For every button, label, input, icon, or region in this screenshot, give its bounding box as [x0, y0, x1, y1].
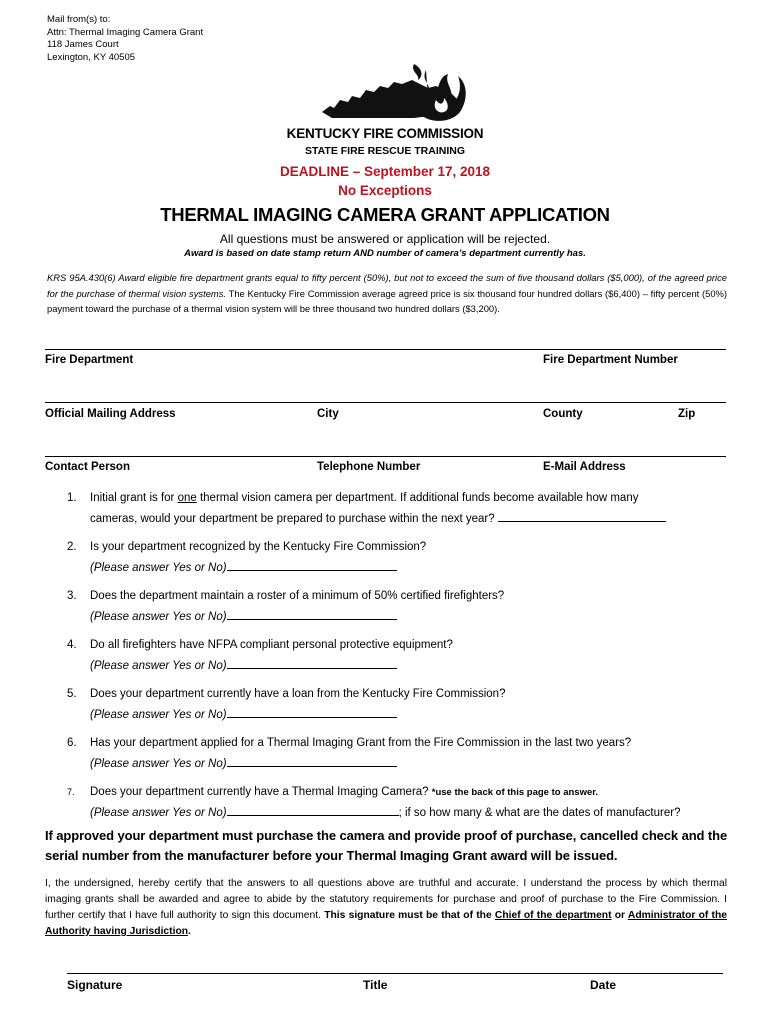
question-3 — [47, 586, 737, 628]
krs-average-price-text: The Kentucky Fire Commission average agreed price is six thousand four hundred dollars ($6,400) – fifty percent (50%) payment toward the purchase of a thermal vision system will be three thousand two hundred dollars ($3,200). — [47, 287, 728, 314]
signature-requirement-text: or — [611, 910, 628, 921]
q3-answer-blank[interactable] — [227, 607, 397, 620]
county-label: County — [543, 408, 583, 420]
question-text: Is your department recognized by the Kentucky Fire Commission? — [90, 541, 427, 553]
email-label: E-Mail Address — [543, 461, 626, 473]
deadline-block — [0, 162, 770, 200]
deadline-exceptions: No Exceptions — [338, 183, 432, 198]
question-text: Do all firefighters have NFPA compliant personal protective equipment? — [90, 639, 453, 651]
mail-line: Lexington, KY 40505 — [47, 51, 136, 63]
contact-person-label: Contact Person — [45, 461, 130, 473]
organization-subtitle: STATE FIRE RESCUE TRAINING — [304, 145, 466, 157]
question-1 — [47, 488, 737, 530]
certification-paragraph — [45, 876, 727, 940]
mail-line: Mail from(s) to: — [47, 14, 111, 25]
contact-field-line[interactable] — [45, 456, 726, 457]
question-number: 5. — [67, 688, 77, 700]
mailing-address-field-line[interactable] — [45, 402, 726, 403]
signature-requirement-text: . — [188, 926, 191, 937]
answer-prompt: (Please answer Yes or No) — [90, 660, 227, 672]
approval-requirements: If approved your department must purchase the camera and provide proof of purchase, cancelled check and the serial number from the manufacturer before your Thermal Imaging Grant award will be issued. — [45, 828, 728, 863]
question-number: 4. — [67, 639, 77, 651]
mail-line: Attn: Thermal Imaging Camera Grant — [47, 26, 204, 38]
q4-answer-blank[interactable] — [227, 656, 397, 669]
question-text: cameras, would your department be prepared to purchase within the next year? — [90, 513, 495, 525]
administrator-text: Administrator of the Authority having Jurisdiction — [45, 910, 727, 937]
question-note: *use the back of this page to answer. — [431, 787, 599, 798]
question-underlined-text: one — [177, 492, 197, 504]
mailing-address-block — [47, 14, 203, 64]
question-text: Initial grant is for — [90, 492, 178, 504]
fire-department-field-line[interactable] — [45, 349, 726, 350]
q1-answer-blank[interactable] — [498, 509, 666, 522]
signature-requirement-text: This signature must be that of the — [324, 910, 495, 921]
q6-answer-blank[interactable] — [227, 754, 397, 767]
q2-answer-blank[interactable] — [227, 558, 397, 571]
question-number: 1. — [67, 492, 77, 504]
krs-statute-text: KRS 95A.430(6) Award eligible fire department grants equal to fifty percent (50%), but not to exceed the sum of five thousand dollars ($5,000), of the agreed price for the purchase of thermal vision systems. — [47, 272, 727, 299]
organization-name: KENTUCKY FIRE COMMISSION — [286, 126, 484, 141]
certification-text: I, the undersigned, hereby certify that the answers to all questions above are truthful and accurate. I understand the process by which thermal imaging grants shall be awarded and agree to abide by the statutory requirements for purchase and proof of purchase to the Fire Commission. I further certify that I have full authority to sign this document. — [45, 878, 727, 921]
mailing-address-label: Official Mailing Address — [45, 408, 176, 420]
krs-paragraph — [47, 270, 727, 317]
question-number: 6. — [67, 737, 77, 749]
question-5 — [47, 684, 737, 726]
question-text: Has your department applied for a Thermal Imaging Grant from the Fire Commission in the last two years? — [90, 737, 632, 749]
answer-prompt: (Please answer Yes or No) — [90, 611, 227, 623]
fire-department-label: Fire Department — [45, 354, 134, 366]
award-note: Award is based on date stamp return AND number of camera’s department currently has. — [184, 248, 586, 259]
question-7 — [47, 782, 737, 824]
form-instructions: All questions must be answered or application will be rejected. — [219, 232, 551, 246]
answer-prompt: (Please answer Yes or No) — [90, 758, 227, 770]
q5-answer-blank[interactable] — [227, 705, 397, 718]
answer-prompt: (Please answer Yes or No) — [90, 562, 227, 574]
question-number: 2. — [67, 541, 77, 553]
question-text: Does the department maintain a roster of a minimum of 50% certified firefighters? — [90, 590, 505, 602]
answer-prompt: (Please answer Yes or No) — [90, 807, 227, 819]
question-number: 3. — [67, 590, 77, 602]
date-label: Date — [590, 978, 617, 992]
question-4 — [47, 635, 737, 677]
title-label: Title — [363, 978, 388, 992]
answer-prompt: (Please answer Yes or No) — [90, 709, 227, 721]
question-text: thermal vision camera per department. If additional funds become available how many — [196, 492, 639, 504]
question-2 — [47, 537, 737, 579]
zip-label: Zip — [678, 408, 696, 420]
question-followup-text: ; if so how many & what are the dates of manufacturer? — [398, 807, 681, 819]
fire-department-number-label: Fire Department Number — [543, 354, 678, 366]
signature-line[interactable] — [67, 973, 723, 974]
question-number: 7. — [67, 787, 75, 797]
kentucky-flame-icon — [322, 60, 482, 126]
city-label: City — [317, 408, 339, 420]
chief-of-department-text: Chief of the department — [494, 910, 612, 921]
signature-label: Signature — [67, 978, 123, 992]
question-6 — [47, 733, 737, 775]
question-text: Does your department currently have a Thermal Imaging Camera? — [90, 786, 432, 798]
telephone-label: Telephone Number — [317, 461, 421, 473]
mail-line: 118 James Court — [47, 39, 119, 50]
question-text: Does your department currently have a loan from the Kentucky Fire Commission? — [90, 688, 506, 700]
deadline-date: DEADLINE – September 17, 2018 — [279, 164, 491, 179]
form-title: THERMAL IMAGING CAMERA GRANT APPLICATION — [160, 204, 610, 225]
q7-answer-blank[interactable] — [227, 803, 399, 816]
